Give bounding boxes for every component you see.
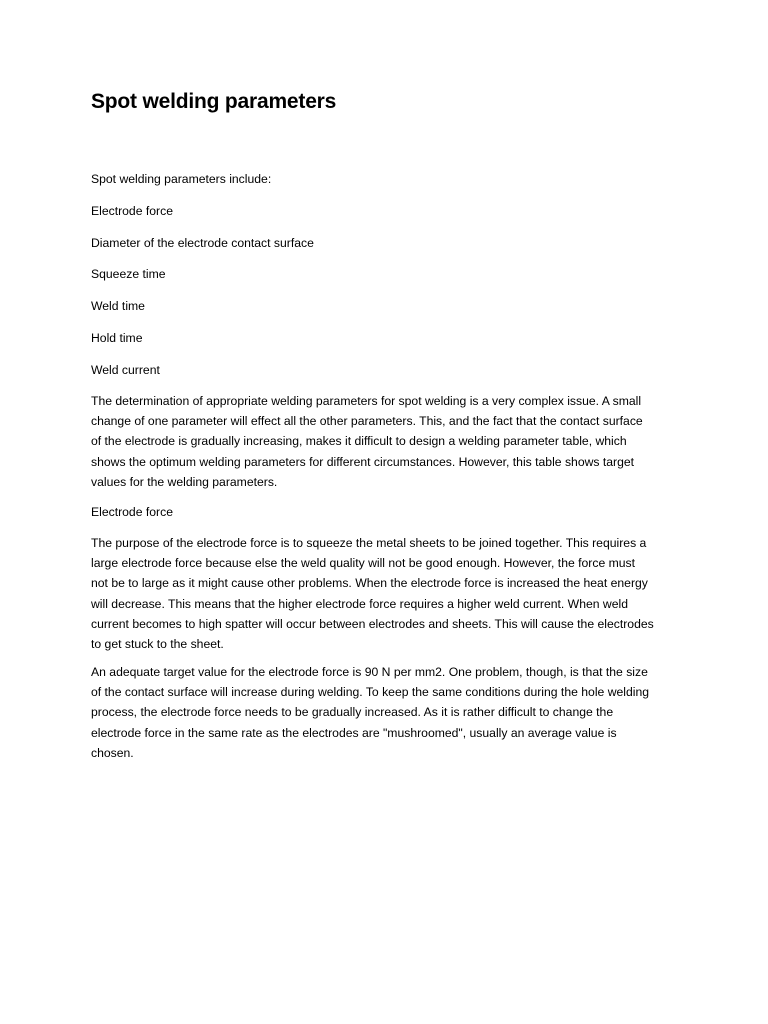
paragraph-line: will decrease. This means that the higher electrode force requires a higher weld current. When weld: [91, 596, 628, 611]
parameter-item: Weld current: [91, 363, 160, 377]
section-heading: Electrode force: [91, 505, 173, 519]
paragraph-line: An adequate target value for the electrode force is 90 N per mm2. One problem, though, is that the size: [91, 665, 648, 679]
page-title: Spot welding parameters: [91, 90, 337, 113]
paragraph-welding-parameters: [91, 391, 691, 492]
paragraph-line: values for the welding parameters.: [91, 474, 278, 489]
parameter-item: Hold time: [91, 331, 143, 345]
paragraph-electrode-force-target: [91, 662, 691, 763]
paragraph-electrode-force-purpose: [91, 533, 691, 654]
paragraph-line: not be to large as it might cause other problems. When the electrode force is increased the heat energy: [91, 576, 648, 591]
paragraph-line: The determination of appropriate welding parameters for spot welding is a very complex issue. A small: [91, 394, 642, 408]
intro-text: Spot welding parameters include:: [91, 172, 272, 186]
parameter-item: Electrode force: [91, 204, 173, 218]
paragraph-line: of the electrode is gradually increasing, makes it difficult to design a welding parameter table, which: [91, 434, 627, 449]
parameter-item: Weld time: [91, 299, 145, 313]
paragraph-line: of the contact surface will increase during welding. To keep the same conditions during the hole welding: [91, 685, 650, 700]
paragraph-line: electrode force in the same rate as the electrodes are "mushroomed", usually an average value is: [91, 725, 617, 740]
paragraph-line: shows the optimum welding parameters for different circumstances. However, this table shows target: [91, 454, 635, 469]
paragraph-line: current becomes to high spatter will occur between electrodes and sheets. This will cause the electrodes: [91, 616, 654, 631]
paragraph-line: process, the electrode force needs to be gradually increased. As it is rather difficult to change the: [91, 705, 614, 720]
paragraph-line: large electrode force because else the weld quality will not be good enough. However, the force must: [91, 556, 636, 571]
paragraph-line: The purpose of the electrode force is to squeeze the metal sheets to be joined together. This requires a: [91, 536, 647, 550]
paragraph-line: to get stuck to the sheet.: [91, 637, 224, 652]
parameter-item: Diameter of the electrode contact surface: [91, 236, 314, 250]
paragraph-line: change of one parameter will effect all the other parameters. This, and the fact that the contact surface: [91, 414, 643, 429]
parameter-item: Squeeze time: [91, 267, 166, 281]
paragraph-line: chosen.: [91, 745, 134, 760]
